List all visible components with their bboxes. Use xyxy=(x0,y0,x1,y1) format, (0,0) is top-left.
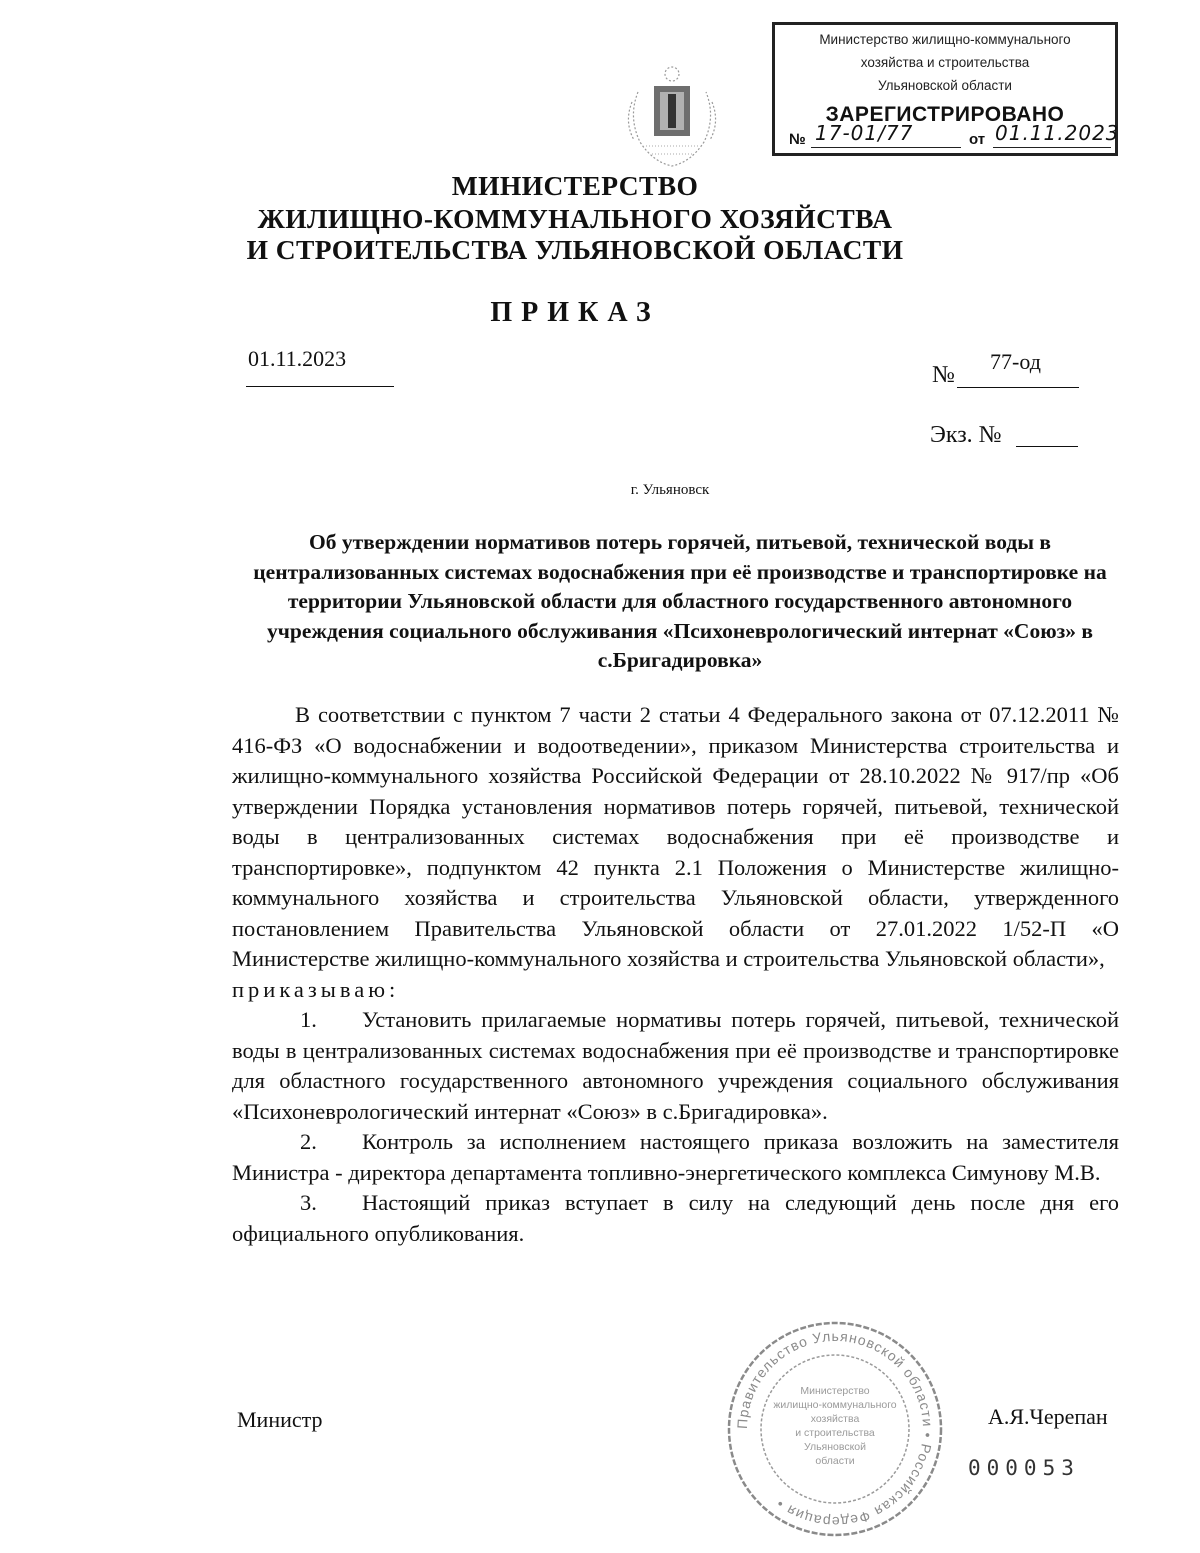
date-underline xyxy=(246,386,394,387)
order-word: приказываю: xyxy=(232,976,400,1002)
item-number: 3. xyxy=(300,1190,317,1215)
svg-text:и строительства: и строительства xyxy=(795,1427,875,1439)
stamp-number-value: 17-01/77 xyxy=(815,121,914,145)
stamp-number-underline xyxy=(811,147,961,148)
copy-number-label: Экз. № xyxy=(930,422,1002,448)
item-number: 1. xyxy=(300,1007,317,1032)
city-line: г. Ульяновск xyxy=(630,482,710,498)
coat-of-arms-icon xyxy=(618,62,726,172)
ministry-name-line-3: И СТРОИТЕЛЬСТВА УЛЬЯНОВСКОЙ ОБЛАСТИ xyxy=(246,234,904,265)
svg-text:Ульяновской: Ульяновской xyxy=(803,1441,867,1453)
stamp-number-line xyxy=(787,121,1120,149)
stamp-org-line: Ульяновской области xyxy=(878,78,1012,93)
svg-text:жилищно-коммунального: жилищно-коммунального xyxy=(773,1399,897,1411)
item-text: Контроль за исполнением настоящего приказа возложить на заместителя Министра - директора департамента топливно-энергетического комплекса Симунову М.В. xyxy=(232,1129,1119,1185)
seal-ring-text: Правительство Ульяновской области • Российская Федерация • xyxy=(733,1327,937,1531)
signer-title: Министр xyxy=(237,1407,323,1432)
svg-text:области: области xyxy=(815,1455,855,1467)
order-item xyxy=(232,1127,1119,1188)
ministry-name-line-2: ЖИЛИЩНО-КОММУНАЛЬНОГО ХОЗЯЙСТВА xyxy=(257,203,893,234)
svg-text:Министерство: Министерство xyxy=(800,1385,870,1397)
document-type-title: ПРИКАЗ xyxy=(490,297,660,328)
copy-number-underline xyxy=(1016,446,1078,447)
stamp-org-line: хозяйства и строительства xyxy=(860,55,1030,70)
official-seal xyxy=(724,1318,946,1540)
order-number-label: № xyxy=(932,362,955,388)
order-body xyxy=(232,700,1119,1249)
stamp-number-label: № xyxy=(789,131,806,148)
ministry-name-line-1: МИНИСТЕРСТВО xyxy=(451,170,699,201)
item-text: Настоящий приказ вступает в силу на следующий день после дня его официального опубликования. xyxy=(232,1190,1119,1246)
stamp-date-underline xyxy=(993,147,1111,148)
preamble-paragraph: В соответствии с пунктом 7 части 2 статьи 4 Федерального закона от 07.12.2011 № 416-ФЗ «О водоснабжении и водоотведении», приказом Министерства строительства и жилищно-коммунального хозяйства Российской Федерации от 28.10.2022 № 917/пр «Об утверждении Порядка установления нормативов потерь горячей, питьевой, технической воды в централизованных системах водоснабжения при её производстве и транспортировке», подпунктом 42 пункта 2.1 Положения о Министерстве жилищно-коммунального хозяйства и строительства Ульяновской области, утвержденного постановлением Правительства Ульяновской области от 27.01.2022 1/52-П «О Министерстве жилищно-коммунального хозяйства и строительства Ульяновской области», xyxy=(232,702,1119,971)
stamp-org-line: Министерство жилищно-коммунального xyxy=(819,32,1071,47)
order-item xyxy=(232,1188,1119,1249)
order-date: 01.11.2023 xyxy=(248,346,347,371)
svg-text:хозяйства: хозяйства xyxy=(810,1413,860,1425)
signer-name: А.Я.Черепан xyxy=(988,1404,1108,1429)
registration-stamp xyxy=(772,22,1118,156)
order-item xyxy=(232,1005,1119,1127)
stamp-date-value: 01.11.2023 xyxy=(995,121,1120,145)
order-subject: Об утверждении нормативов потерь горячей, питьевой, технической воды в централизованных системах водоснабжения при её производстве и транспортировке на территории Ульяновской области для областного государственного автономного учреждения социального обслуживания «Психоневрологический интернат «Союз» в с.Бригадировка» xyxy=(253,530,1107,672)
order-number: 77-од xyxy=(990,349,1041,374)
stamp-status: ЗАРЕГИСТРИРОВАНО xyxy=(825,103,1065,126)
item-number: 2. xyxy=(300,1129,317,1154)
item-text: Установить прилагаемые нормативы потерь горячей, питьевой, технической воды в централизованных системах водоснабжения при её производстве и транспортировке для областного государственного автономного учреждения социального обслуживания «Психоневрологический интернат «Союз» в с.Бригадировка». xyxy=(232,1007,1119,1124)
document-serial-number: 000053 xyxy=(968,1456,1080,1480)
number-underline xyxy=(957,387,1079,388)
stamp-date-label: от xyxy=(969,131,986,148)
